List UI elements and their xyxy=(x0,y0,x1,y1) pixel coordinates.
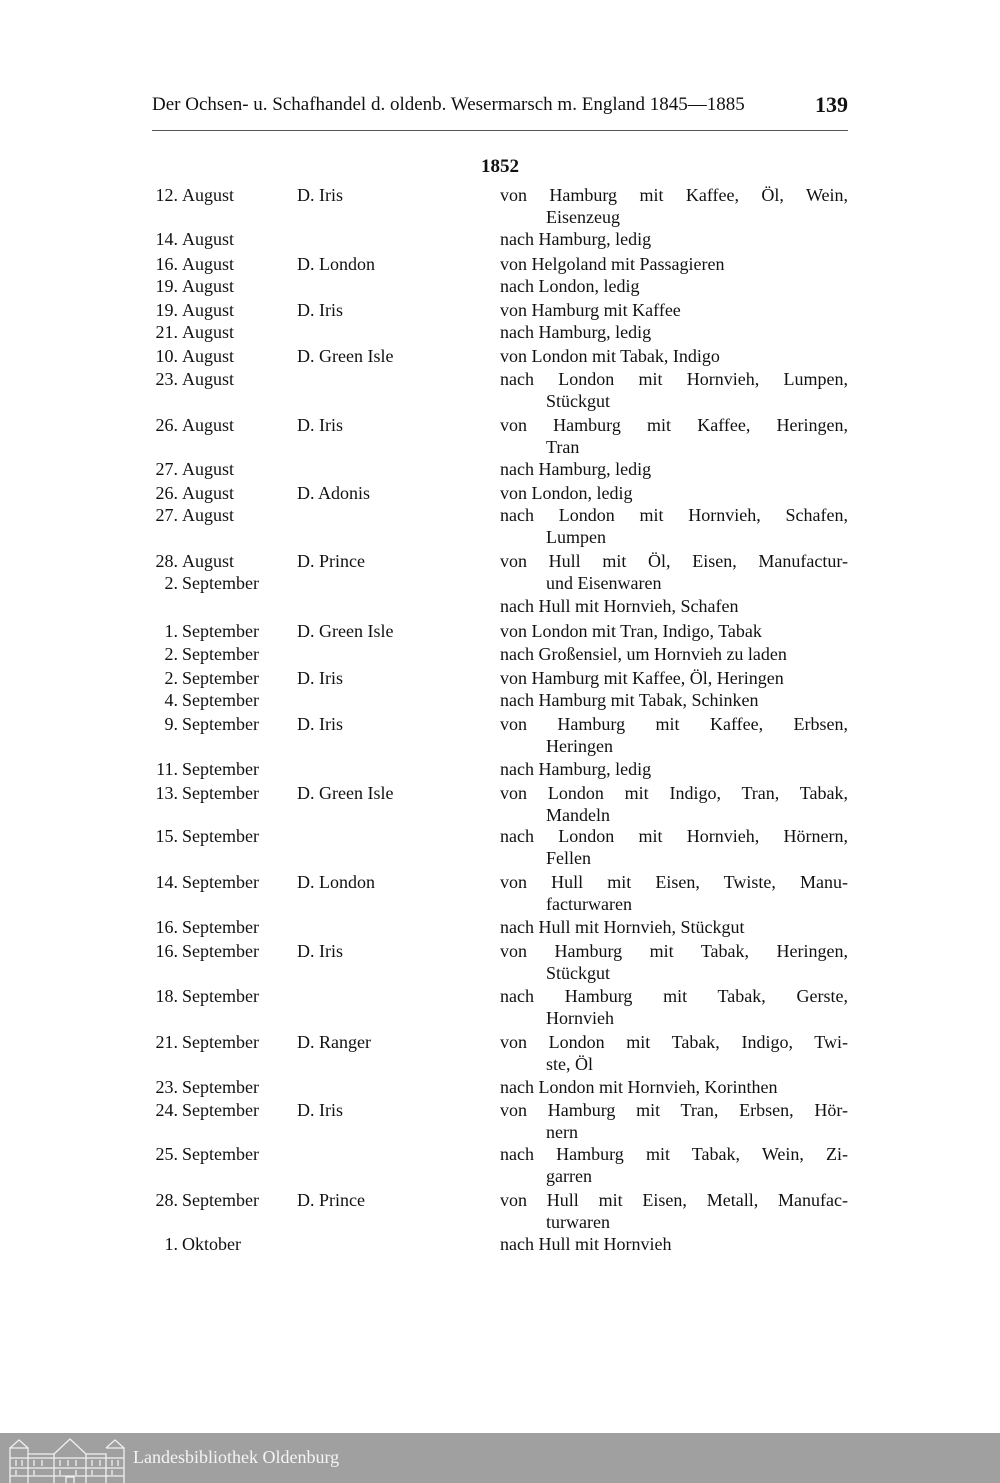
date-month: September xyxy=(182,1144,259,1164)
date-day: 12. xyxy=(155,185,178,205)
description-line: nach Großensiel, um Hornvieh zu laden xyxy=(500,644,787,664)
date-day: 21. xyxy=(155,322,178,342)
description-line: nach Hull mit Hornvieh xyxy=(500,1234,672,1254)
description-line: Fellen xyxy=(546,848,591,868)
page-number: 139 xyxy=(815,92,848,117)
description-line: nach London mit Hornvieh, Lumpen, xyxy=(500,369,848,389)
description-line: Lumpen xyxy=(546,527,606,547)
date-day: 19. xyxy=(155,300,178,320)
date-day: 28. xyxy=(155,551,178,571)
date-day: 24. xyxy=(155,1100,178,1120)
date-day: 16. xyxy=(155,254,178,274)
library-building-logo xyxy=(8,1436,126,1483)
voyage-description xyxy=(500,758,848,780)
description-line: Stückgut xyxy=(546,391,611,411)
date-day: 2. xyxy=(164,644,178,664)
date-day: 2. xyxy=(164,573,178,593)
date-month: September xyxy=(182,668,259,688)
date-day: 4. xyxy=(164,690,178,710)
ship-name: D. Green Isle xyxy=(297,621,394,641)
date-day: 14. xyxy=(155,872,178,892)
date-month: August xyxy=(182,459,235,479)
date-month: September xyxy=(182,783,259,803)
description-line: und Eisenwaren xyxy=(546,573,662,593)
description-line: von Hamburg mit Kaffee, Heringen, xyxy=(500,415,848,435)
year-heading: 1852 xyxy=(481,156,519,177)
ship-name: D. Iris xyxy=(297,185,343,205)
description-line: nach Hamburg mit Tabak, Gerste, xyxy=(500,986,848,1006)
voyage-description xyxy=(500,667,848,689)
description-line: nach London, ledig xyxy=(500,276,640,296)
date-day: 9. xyxy=(164,714,178,734)
date-day: 19. xyxy=(155,276,178,296)
date-month: September xyxy=(182,1100,259,1120)
date-day: 14. xyxy=(155,229,178,249)
voyage-description xyxy=(500,595,848,617)
voyage-description xyxy=(500,940,848,984)
voyage-description xyxy=(500,321,848,343)
date-day: 1. xyxy=(164,1234,178,1254)
date-month: August xyxy=(182,322,235,342)
description-line: Tran xyxy=(546,437,580,457)
description-line: von Hamburg mit Tabak, Heringen, xyxy=(500,941,848,961)
date-month: August xyxy=(182,346,235,366)
date-month: August xyxy=(182,229,235,249)
date-month: August xyxy=(182,185,235,205)
date-month: September xyxy=(182,621,259,641)
description-line: von Hull mit Eisen, Metall, Manufac- xyxy=(500,1190,848,1210)
voyage-description xyxy=(500,550,848,594)
date-month: August xyxy=(182,369,235,389)
date-month: September xyxy=(182,1032,259,1052)
voyage-description xyxy=(500,299,848,321)
voyage-description xyxy=(500,184,848,228)
date-month: August xyxy=(182,505,235,525)
date-day: 2. xyxy=(164,668,178,688)
date-month: September xyxy=(182,1190,259,1210)
header-title: Der Ochsen- u. Schafhandel d. oldenb. Wesermarsch m. England 1845—1885 xyxy=(152,94,745,115)
ship-name: D. Iris xyxy=(297,1100,343,1120)
description-line: von Hull mit Eisen, Twiste, Manu- xyxy=(500,872,848,892)
date-month: September xyxy=(182,826,259,846)
date-day: 25. xyxy=(155,1144,178,1164)
voyage-description xyxy=(500,689,848,711)
description-line: nach Hamburg, ledig xyxy=(500,759,652,779)
date-month: August xyxy=(182,254,235,274)
ship-name: D. Green Isle xyxy=(297,783,394,803)
running-header xyxy=(152,94,848,116)
description-line: Mandeln xyxy=(546,805,610,825)
description-line: garren xyxy=(546,1166,592,1186)
description-line: Hornvieh xyxy=(546,1008,614,1028)
description-line: Stückgut xyxy=(546,963,611,983)
date-month: August xyxy=(182,483,235,503)
library-name: Landesbibliothek Oldenburg xyxy=(133,1447,340,1467)
description-line: nach Hull mit Hornvieh, Stückgut xyxy=(500,917,745,937)
date-month: September xyxy=(182,644,259,664)
voyage-description xyxy=(500,1143,848,1187)
description-line: von London, ledig xyxy=(500,483,633,503)
voyage-description xyxy=(500,713,848,757)
date-month: Oktober xyxy=(182,1234,241,1254)
date-day: 28. xyxy=(155,1190,178,1210)
date-month: September xyxy=(182,986,259,1006)
date-day: 13. xyxy=(155,783,178,803)
footer-bar xyxy=(0,1433,1000,1483)
description-line: von London mit Tran, Indigo, Tabak xyxy=(500,621,762,641)
ship-name: D. Iris xyxy=(297,415,343,435)
description-line: nach Hamburg mit Tabak, Wein, Zi- xyxy=(500,1144,848,1164)
date-month: August xyxy=(182,551,235,571)
date-month: August xyxy=(182,300,235,320)
date-month: September xyxy=(182,690,259,710)
voyage-description xyxy=(500,228,848,250)
description-line: nach Hamburg, ledig xyxy=(500,459,652,479)
description-line: nach Hamburg, ledig xyxy=(500,322,652,342)
ship-name: D. Iris xyxy=(297,668,343,688)
voyage-description xyxy=(500,368,848,412)
voyage-description xyxy=(500,414,848,458)
date-day: 21. xyxy=(155,1032,178,1052)
voyage-description xyxy=(500,1189,848,1233)
description-line: von Hamburg mit Kaffee, Erbsen, xyxy=(500,714,848,734)
date-month: September xyxy=(182,573,259,593)
voyage-description xyxy=(500,504,848,548)
description-line: nach London mit Hornvieh, Korinthen xyxy=(500,1077,778,1097)
date-day: 1. xyxy=(164,621,178,641)
ship-name: D. Iris xyxy=(297,714,343,734)
date-month: September xyxy=(182,759,259,779)
description-line: nach Hamburg mit Tabak, Schinken xyxy=(500,690,759,710)
description-line: von Hamburg mit Kaffee, Öl, Wein, xyxy=(500,185,848,205)
voyage-description xyxy=(500,871,848,915)
ship-name: D. London xyxy=(297,254,375,274)
date-day: 15. xyxy=(155,826,178,846)
date-day: 23. xyxy=(155,369,178,389)
date-day: 10. xyxy=(155,346,178,366)
description-line: nern xyxy=(546,1122,578,1142)
description-line: facturwaren xyxy=(546,894,632,914)
voyage-description xyxy=(500,1099,848,1143)
description-line: von Hull mit Öl, Eisen, Manufactur- xyxy=(500,551,848,571)
description-line: nach London mit Hornvieh, Hörnern, xyxy=(500,826,848,846)
description-line: Eisenzeug xyxy=(546,207,620,227)
ship-name: D. London xyxy=(297,872,375,892)
voyage-description xyxy=(500,1031,848,1075)
ship-name: D. Green Isle xyxy=(297,346,394,366)
ship-name: D. Adonis xyxy=(297,483,371,503)
date-day: 16. xyxy=(155,941,178,961)
date-day: 18. xyxy=(155,986,178,1006)
date-month: September xyxy=(182,872,259,892)
description-line: ste, Öl xyxy=(546,1054,593,1074)
voyage-description xyxy=(500,643,848,665)
voyage-description xyxy=(500,916,848,938)
description-line: turwaren xyxy=(546,1212,610,1232)
date-month: August xyxy=(182,415,235,435)
voyage-description xyxy=(500,1076,848,1098)
date-month: September xyxy=(182,917,259,937)
description-line: von Helgoland mit Passagieren xyxy=(500,254,725,274)
description-line: nach Hull mit Hornvieh, Schafen xyxy=(500,596,739,616)
ship-name: D. Prince xyxy=(297,1190,365,1210)
date-month: September xyxy=(182,941,259,961)
date-day: 11. xyxy=(156,759,178,779)
voyage-description xyxy=(500,620,848,642)
description-line: von Hamburg mit Tran, Erbsen, Hör- xyxy=(500,1100,848,1120)
ship-name: D. Ranger xyxy=(297,1032,371,1052)
date-month: August xyxy=(182,276,235,296)
description-line: Heringen xyxy=(546,736,613,756)
date-day: 27. xyxy=(155,505,178,525)
description-line: von London mit Tabak, Indigo, Twi- xyxy=(500,1032,848,1052)
voyage-description xyxy=(500,782,848,826)
description-line: von Hamburg mit Kaffee, Öl, Heringen xyxy=(500,668,784,688)
description-line: von London mit Tabak, Indigo xyxy=(500,346,720,366)
description-line: von London mit Indigo, Tran, Tabak, xyxy=(500,783,848,803)
voyage-description xyxy=(500,825,848,869)
date-day: 27. xyxy=(155,459,178,479)
ship-name: D. Prince xyxy=(297,551,365,571)
date-day: 26. xyxy=(155,415,178,435)
description-line: nach London mit Hornvieh, Schafen, xyxy=(500,505,848,525)
voyage-description xyxy=(500,985,848,1029)
voyage-description xyxy=(500,253,848,275)
ship-name: D. Iris xyxy=(297,300,343,320)
date-month: September xyxy=(182,1077,259,1097)
date-day: 26. xyxy=(155,483,178,503)
voyage-description xyxy=(500,345,848,367)
voyage-description xyxy=(500,482,848,504)
ship-name: D. Iris xyxy=(297,941,343,961)
date-month: September xyxy=(182,714,259,734)
voyage-description xyxy=(500,458,848,480)
description-line: nach Hamburg, ledig xyxy=(500,229,652,249)
date-day: 23. xyxy=(155,1077,178,1097)
voyage-description xyxy=(500,275,848,297)
voyage-description xyxy=(500,1233,848,1255)
description-line: von Hamburg mit Kaffee xyxy=(500,300,681,320)
date-day: 16. xyxy=(155,917,178,937)
header-rule xyxy=(152,130,848,131)
